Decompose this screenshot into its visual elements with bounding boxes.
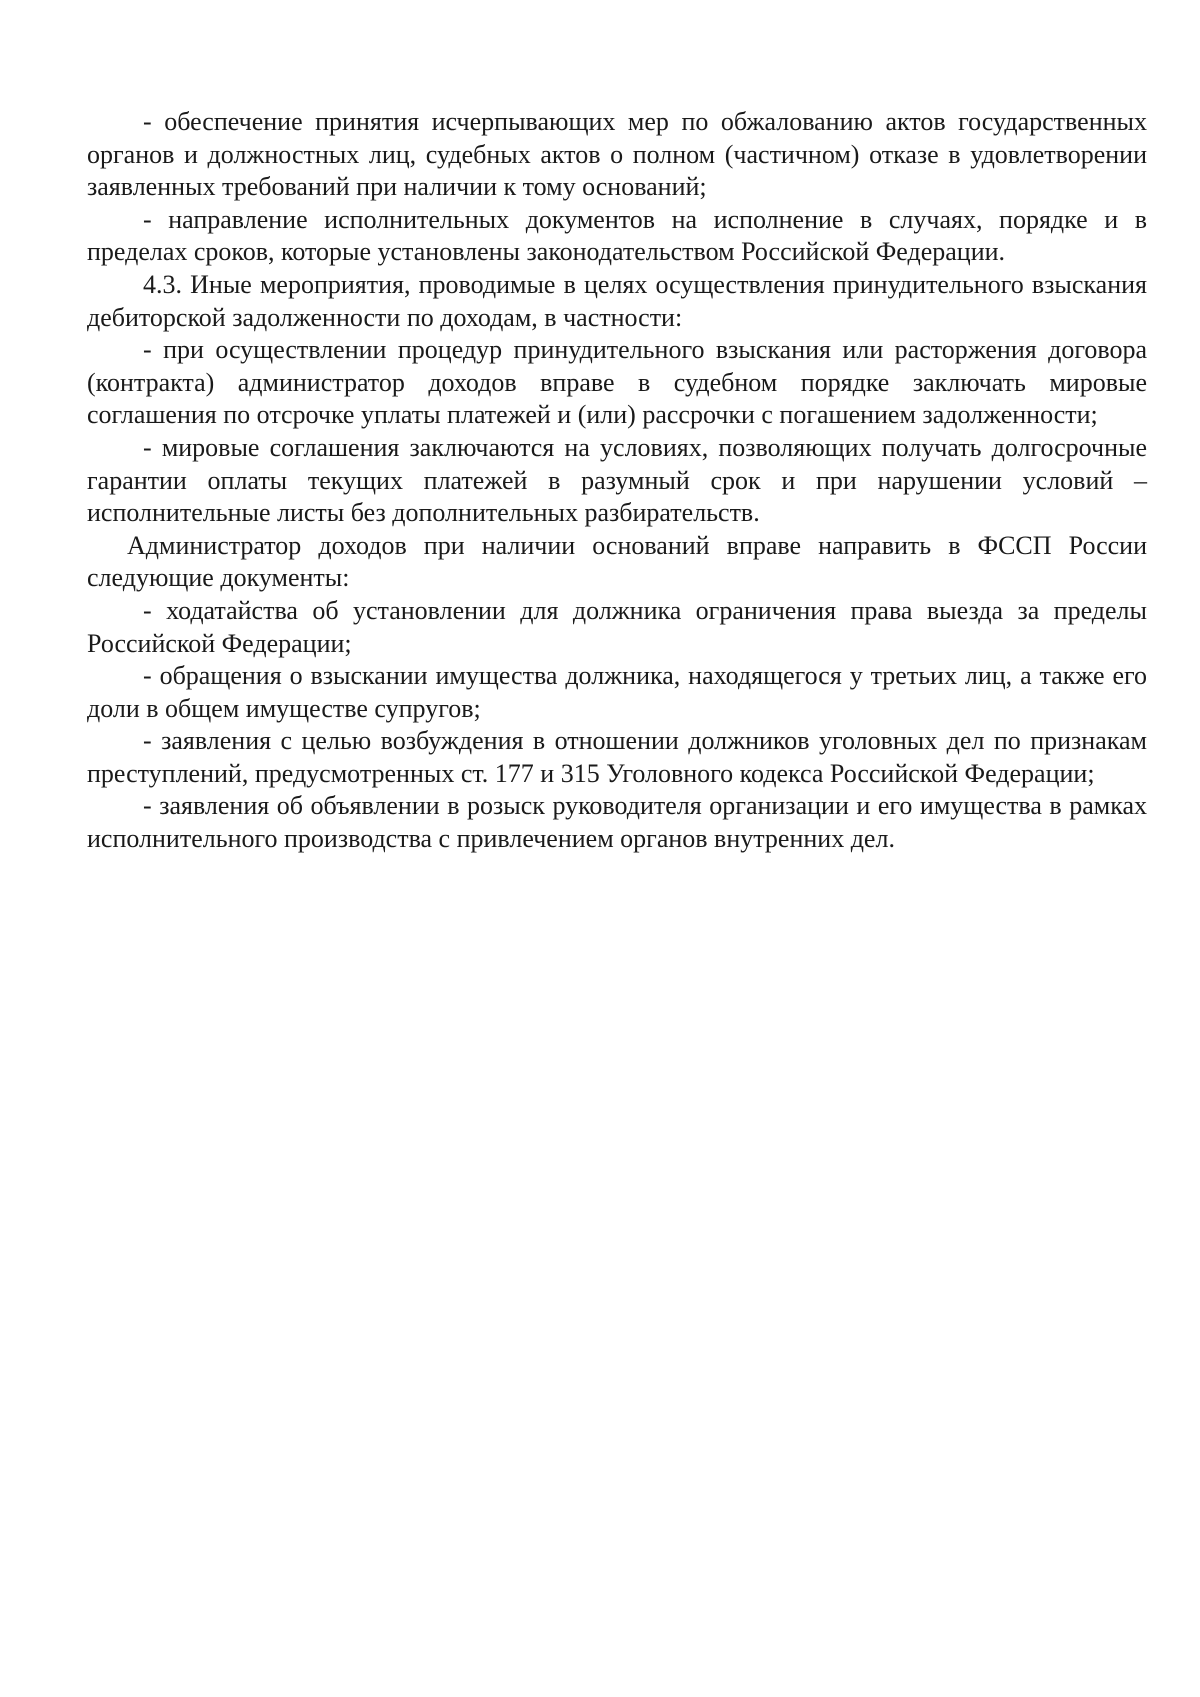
paragraph-section-4-3: 4.3. Иные мероприятия, проводимые в целях осуществления принудительного взыскания дебиторской задолженности по доходам, в частности: [87,269,1147,332]
paragraph-third-party-property: - обращения о взыскании имущества должника, находящегося у третьих лиц, а также его доли в общем имуществе супругов; [87,661,1147,723]
paragraph-fssp-documents: Администратор доходов при наличии оснований вправе направить в ФССП России следующие документы: [87,530,1147,593]
paragraph-settlement-agreements: - при осуществлении процедур принудительного взыскания или расторжения договора (контракта) администратор доходов вправе в судебном порядке заключать мировые соглашения по отсрочке уплаты платежей и (или) рассрочки с погашением задолженности; [87,335,1147,430]
paragraph-enforcement-documents: - направление исполнительных документов на исполнение в случаях, порядке и в пределах сроков, которые установлены законодательством Российской Федерации. [87,204,1147,267]
paragraph-appeal-acts: - обеспечение принятия исчерпывающих мер по обжалованию актов государственных органов и должностных лиц, судебных актов о полном (частичном) отказе в удовлетворении заявленных требований при наличии к тому оснований; [87,107,1147,202]
paragraph-settlement-terms: - мировые соглашения заключаются на условиях, позволяющих получать долгосрочные гарантии оплаты текущих платежей в разумный срок и при нарушении условий – исполнительные листы без дополнительных разбирательств. [87,432,1147,528]
paragraph-criminal-cases: - заявления с целью возбуждения в отношении должников уголовных дел по признакам преступлений, предусмотренных ст. 177 и 315 Уголовного кодекса Российской Федерации; [87,726,1147,788]
paragraph-travel-restriction: - ходатайства об установлении для должника ограничения права выезда за пределы Российской Федерации; [87,595,1147,658]
document-page [87,106,1147,856]
paragraph-wanted-search: - заявления об объявлении в розыск руководителя организации и его имущества в рамках исполнительного производства с привлечением органов внутренних дел. [87,791,1147,854]
